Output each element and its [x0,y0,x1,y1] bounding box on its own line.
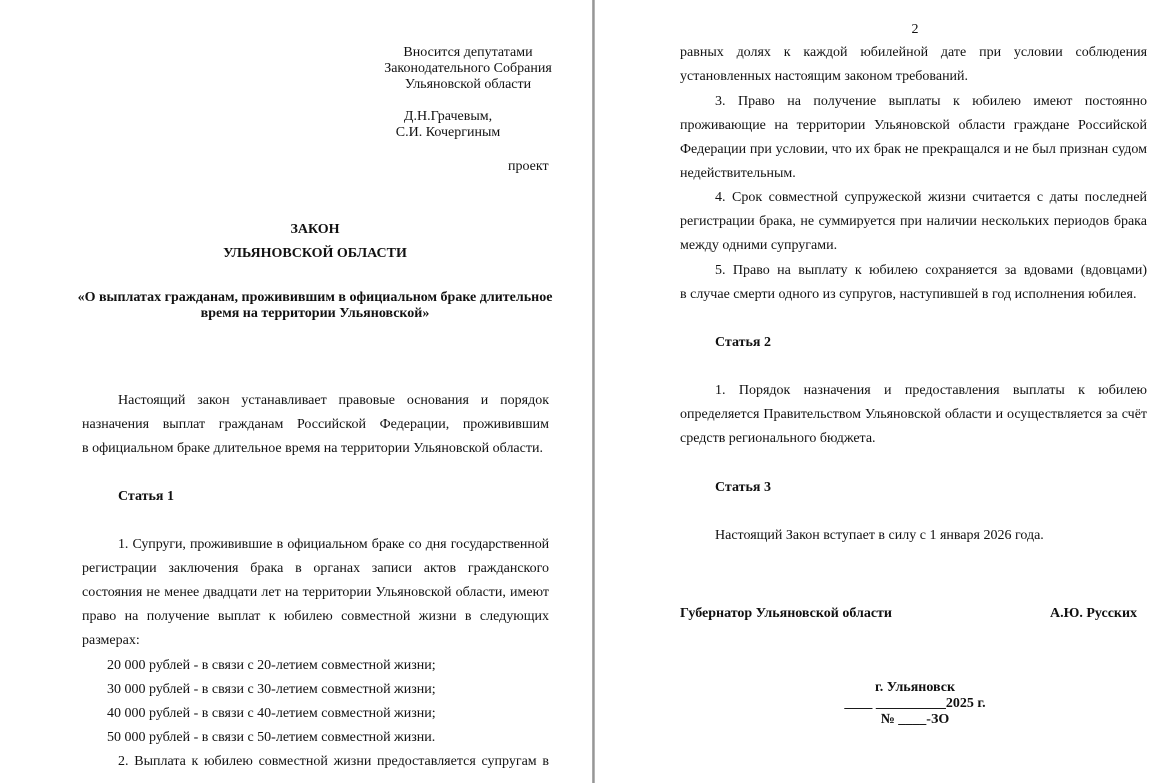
law-subtitle-line-2: время на территории Ульяновской» [200,306,430,321]
author-2: С.И. Кочергиным [395,125,501,140]
signatory-name: А.Ю. Русских [1050,606,1138,621]
law-title: ЗАКОН [290,222,340,237]
signatory-title: Губернатор Ульяновской области [680,606,892,621]
law-subtitle-line-1: «О выплатах гражданам, проживившим в официальном браке длительное [77,290,553,305]
law-number-line: № ____-ЗО [880,712,950,727]
p5-line-1: 5. Право на выплату к юбилею сохраняется за вдовами (вдовцами) [715,263,1148,278]
p3-line-1: 3. Право на получение выплаты к юбилею имеют постоянно [715,94,1147,109]
p3-line-4: недействительным. [680,166,796,181]
preamble-line-3: в официальном браке длительное время на территории Ульяновской области. [82,441,543,456]
article-3-text: Настоящий Закон вступает в силу с 1 января 2026 года. [715,528,1044,543]
draft-label: проект [508,159,549,174]
p3-line-3: Федерации при условии, что их брак не прекращался и не был признан судом [680,142,1147,157]
article-1-p1-line-2: регистрации заключения брака в органах записи актов гражданского [82,561,550,576]
article-1-p1-line-5: размерах: [82,633,140,648]
preamble-line-2: назначения выплат гражданам Российской Федерации, проживившим [82,417,549,432]
document-page-2 [595,0,1160,783]
introduced-by-line-3: Ульяновской области [404,77,532,92]
date-line: ____ __________2025 г. [844,696,986,711]
introduced-by-line-1: Вносится депутатами [403,45,533,60]
article-1-heading: Статья 1 [118,489,174,504]
law-region: УЛЬЯНОВСКОЙ ОБЛАСТИ [223,246,407,261]
article-1-p1-line-4: право на получение выплат к юбилею совместной жизни в следующих [82,609,549,624]
preamble-line-1: Настоящий закон устанавливает правовые основания и порядок [118,393,549,408]
article-2-p1-line-1: 1. Порядок назначения и предоставления выплаты к юбилею [715,383,1148,398]
payment-item-40: 40 000 рублей - в связи с 40-летием совместной жизни; [107,706,436,721]
p5-line-2: в случае смерти одного из супругов, наступившей в год исполнения юбилея. [680,287,1137,302]
payment-item-30: 30 000 рублей - в связи с 30-летием совместной жизни; [107,682,436,697]
article-3-heading: Статья 3 [715,480,771,495]
payment-item-50: 50 000 рублей - в связи с 50-летием совместной жизни. [107,730,436,745]
city: г. Ульяновск [874,680,956,695]
article-2-p1-line-2: определяется Правительством Ульяновской области и осуществляется за счёт [680,407,1148,422]
p4-line-3: между одними супругами. [680,238,838,253]
article-2-heading: Статья 2 [715,335,771,350]
p4-line-2: регистрации брака, не суммируется при наличии нескольких периодов брака [680,214,1147,229]
p4-line-1: 4. Срок совместной супружеской жизни считается с даты последней [715,190,1148,205]
article-2-p1-line-3: средств регионального бюджета. [680,431,876,446]
p2-cont-line-1: равных долях к каждой юбилейной дате при условии соблюдения [680,45,1148,60]
introduced-by-line-2: Законодательного Собрания [384,61,552,76]
article-1-p1-line-1: 1. Супруги, проживившие в официальном браке со дня государственной [118,537,550,552]
article-1-p1-line-3: состояния не менее двадцати лет на территории Ульяновской области, имеют [82,585,549,600]
p3-line-2: проживающие на территории Ульяновской области граждане Российской [680,118,1148,133]
page-number: 2 [911,22,919,37]
article-1-p2-line-1: 2. Выплата к юбилею совместной жизни предоставляется супругам в [118,754,550,769]
author-1: Д.Н.Грачевым, [403,109,493,124]
p2-cont-line-2: установленных настоящим законом требований. [680,69,969,84]
payment-item-20: 20 000 рублей - в связи с 20-летием совместной жизни; [107,658,436,673]
